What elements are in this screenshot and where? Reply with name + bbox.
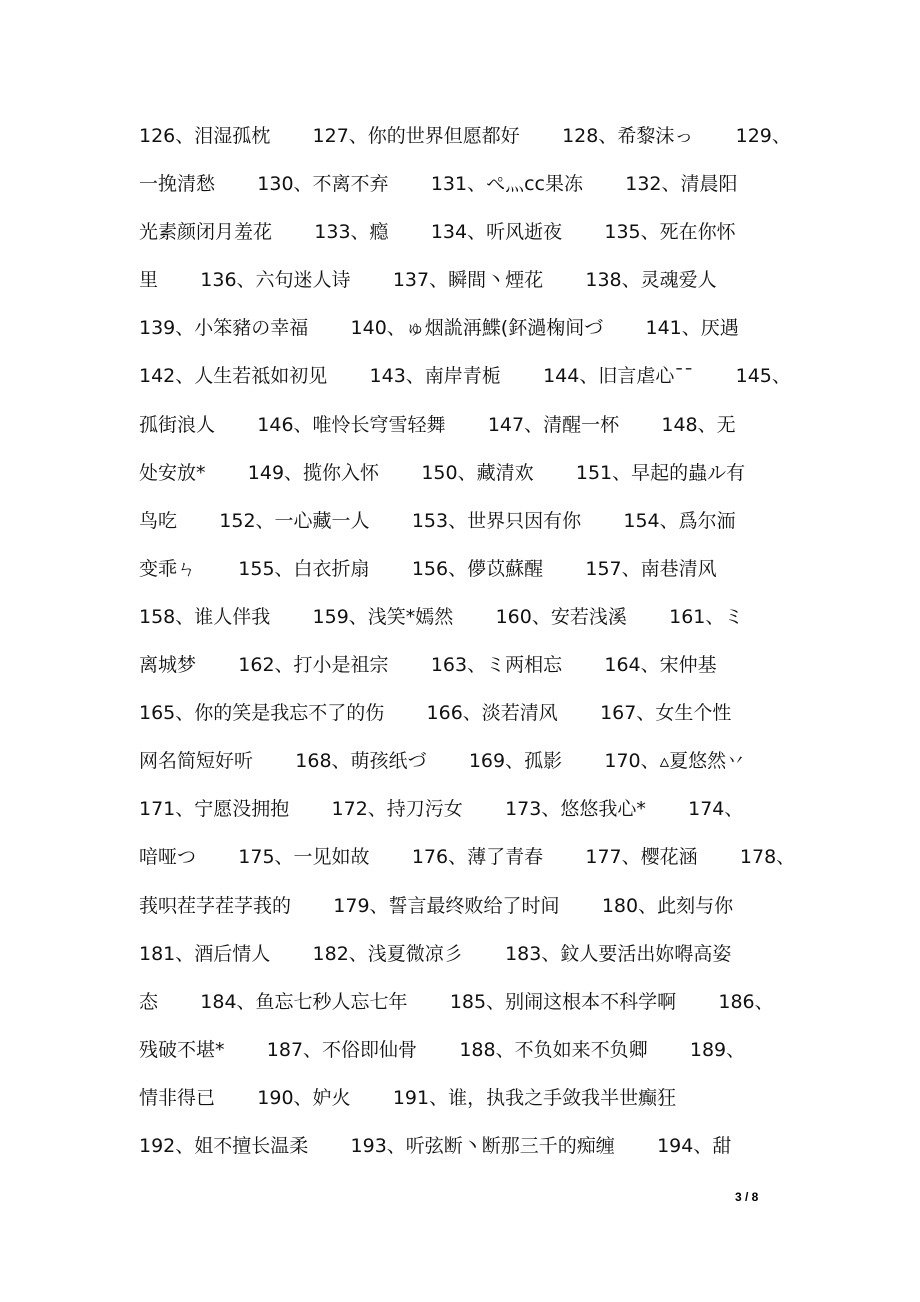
text-line: 一挽清愁 130、不离不弃 131、ぺ灬cc果冻 132、清晨阳 [139,173,738,196]
text-line: 139、小笨豬の幸福 140、ゅ烟詤洅鰈(鈈濄椈间づ 141、厌遇 [139,317,739,340]
text-line: 171、宁愿没拥抱 172、持刀污女 173、悠悠我心* 174、 [139,798,744,821]
text-line: 里 136、六句迷人诗 137、瞬間丶煙花 138、灵魂爱人 [139,269,717,292]
text-line: 192、姐不擅长温柔 193、听弦断丶断那三千的痴缠 194、甜 [139,1134,732,1157]
text-line: 喑哑つ 175、一见如故 176、薄了青春 177、樱花涵 178、 [139,846,796,869]
text-line: 残破不堪* 187、不俗即仙骨 188、不负如来不负卿 189、 [139,1038,746,1061]
text-line: 165、你的笑是我忘不了的伤 166、淡若清风 167、女生个性 [139,702,732,725]
text-line: 态 184、鱼忘七秒人忘七年 185、别闹这根本不科学啊 186、 [139,990,774,1013]
text-line: 126、泪湿孤枕 127、你的世界但愿都好 128、希黎沫っ 129、 [139,125,791,147]
text-line: 光素颜闭月羞花 133、瘾 134、听风逝夜 135、死在你怀 [139,221,736,244]
text-line: 孤街浪人 146、唯怜长穹雪轻舞 147、清醒一杯 148、无 [139,413,736,436]
text-line: 处安放* 149、揽你入怀 150、藏清欢 151、早起的蟲ル有 [139,461,746,484]
text-line: 莪呮茬芓茬芓莪的 179、誓言最终败给了时间 180、此刻与你 [139,894,734,917]
text-line: 158、谁人伴我 159、浅笑*嫣然 160、安若浅溪 161、ミ [139,605,744,628]
text-line: 变乖ㄣ 155、白衣折扇 156、儚苡蘇醒 157、南巷清风 [139,557,717,580]
page-number: 3 / 8 [735,1190,759,1204]
text-line: 情非得已 190、妒火 191、谁，执我之手敛我半世癫狂 [139,1086,677,1109]
text-line: 181、酒后情人 182、浅夏微凉彡 183、鈫人要活出妳嘚高姿 [139,942,732,965]
text-line: 网名简短好听 168、萌孩纸づ 169、孤影 170、▵夏悠然丷 [139,750,746,773]
nickname-list [139,112,799,1170]
text-line: 142、人生若祗如初见 143、南岸青栀 144、旧言虐心ˉˉ 145、 [139,365,791,388]
text-line: 鸟吃 152、一心藏一人 153、世界只因有你 154、爲尔洏 [139,509,736,532]
text-line: 离城梦 162、打小是祖宗 163、ミ两相忘 164、宋仲基 [139,654,717,677]
